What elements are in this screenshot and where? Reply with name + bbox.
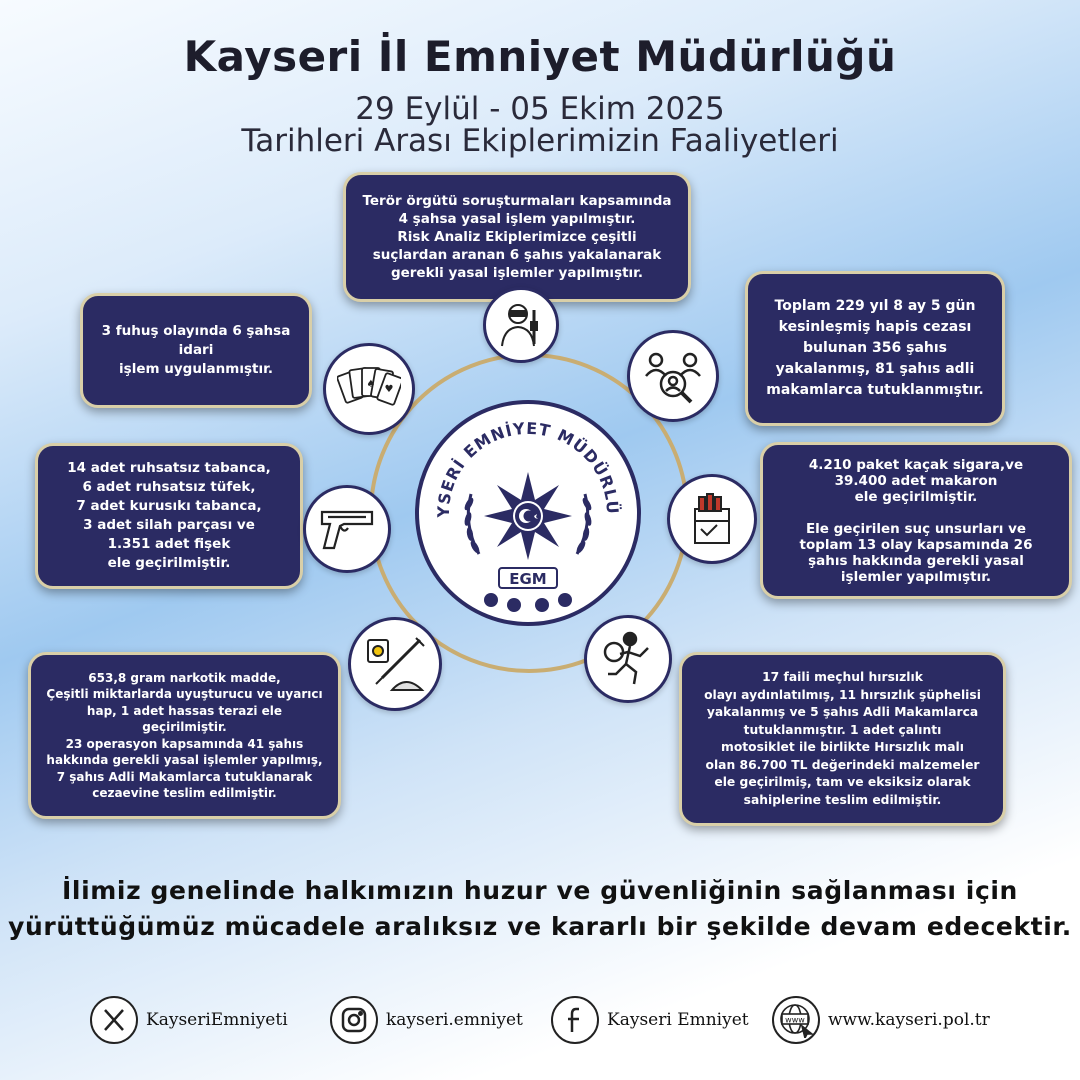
emblem-ring-text: YSERİ EMNİYET MÜDÜRLÜ (433, 418, 623, 518)
cigarette-pack-icon (667, 474, 757, 564)
wanted-persons-box: Toplam 229 yıl 8 ay 5 gün kesinleşmiş hapis cezası bulunan 356 şahıs yakalanmış, 81 şahıs adli makamlarca tutuklanmıştır. (745, 271, 1005, 426)
terror-operations-box: Terör örgütü soruşturmaları kapsamında 4 şahsa yasal işlem yapılmıştır. Risk Analiz Ekiplerimizce çeşitli suçlardan aranan 6 şahıs yakalanarak gerekli yasal işlemler yapılmıştır. (343, 172, 691, 302)
date-range: 29 Eylül - 05 Ekim 2025 (355, 91, 725, 127)
instagram-handle[interactable]: kayseri.emniyet (386, 1010, 523, 1030)
social-web[interactable] (772, 995, 990, 1045)
people-search-icon (627, 330, 719, 422)
facebook-handle[interactable]: Kayseri Emniyet (607, 1010, 749, 1030)
police-emblem (415, 400, 641, 626)
emblem-graphic (419, 404, 637, 622)
social-x[interactable] (90, 995, 288, 1045)
svg-text:♥: ♥ (384, 384, 394, 395)
narcotics-box: 653,8 gram narkotik madde, Çeşitli miktarlarda uyuşturucu ve uyarıcı hap, 1 adet hassas terazi ele geçirilmiştir. 23 operasyon kapsamında 41 şahıs hakkında gerekli yasal işlemler yapılmış, 7 şahıs Adli Makamlarca tutuklanarak cezaevine teslim edilmiştir. (28, 652, 341, 819)
masked-officer-icon (483, 287, 559, 363)
prostitution-box: 3 fuhuş olayında 6 şahsa idari işlem uygulanmıştır. (80, 293, 312, 408)
playing-cards-icon (323, 343, 415, 435)
emblem-abbr: EGM (509, 570, 547, 588)
website-url[interactable]: www.kayseri.pol.tr (828, 1010, 990, 1030)
social-instagram[interactable] (330, 995, 523, 1045)
theft-box: 17 faili meçhul hırsızlık olayı aydınlatılmış, 11 hırsızlık şüphelisi yakalanmış ve 5 şahıs Adli Makamlarca tutuklanmıştır. 1 adet çalıntı motosiklet ile birlikte Hırsızlık malı olan 86.700 TL değerindeki malzemeler ele geçirilmiş, tam ve eksiksiz olarak sahiplerine teslim edilmiştir. (679, 652, 1006, 826)
www-globe-icon (772, 996, 820, 1044)
slogan-line-2: yürüttüğümüz mücadele aralıksız ve kararlı bir şekilde devam edecektir. (8, 912, 1072, 941)
pistol-icon (303, 485, 391, 573)
social-facebook[interactable] (551, 995, 749, 1045)
instagram-icon (330, 996, 378, 1044)
slogan-line-1: İlimiz genelinde halkımızın huzur ve güvenliğinin sağlanması için (62, 876, 1018, 905)
page-subtitle: Tarihleri Arası Ekiplerimizin Faaliyetleri (241, 123, 839, 159)
facebook-icon (551, 996, 599, 1044)
drugs-syringe-icon (348, 617, 442, 711)
thief-running-icon (584, 615, 672, 703)
weapons-seized-box: 14 adet ruhsatsız tabanca, 6 adet ruhsatsız tüfek, 7 adet kurusıkı tabanca, 3 adet silah parçası ve 1.351 adet fişek ele geçirilmiştir. (35, 443, 303, 589)
x-handle[interactable]: KayseriEmniyeti (146, 1010, 288, 1030)
svg-text:www: www (785, 1015, 805, 1025)
svg-text:♠: ♠ (366, 379, 376, 390)
x-logo-icon (90, 996, 138, 1044)
smuggling-box: 4.210 paket kaçak sigara,ve 39.400 adet makaron ele geçirilmiştir. Ele geçirilen suç unsurları ve toplam 13 olay kapsamında 26 şahıs hakkında gerekli yasal işlemler yapılmıştır. (760, 442, 1072, 599)
page-title: Kayseri İl Emniyet Müdürlüğü (183, 32, 897, 81)
